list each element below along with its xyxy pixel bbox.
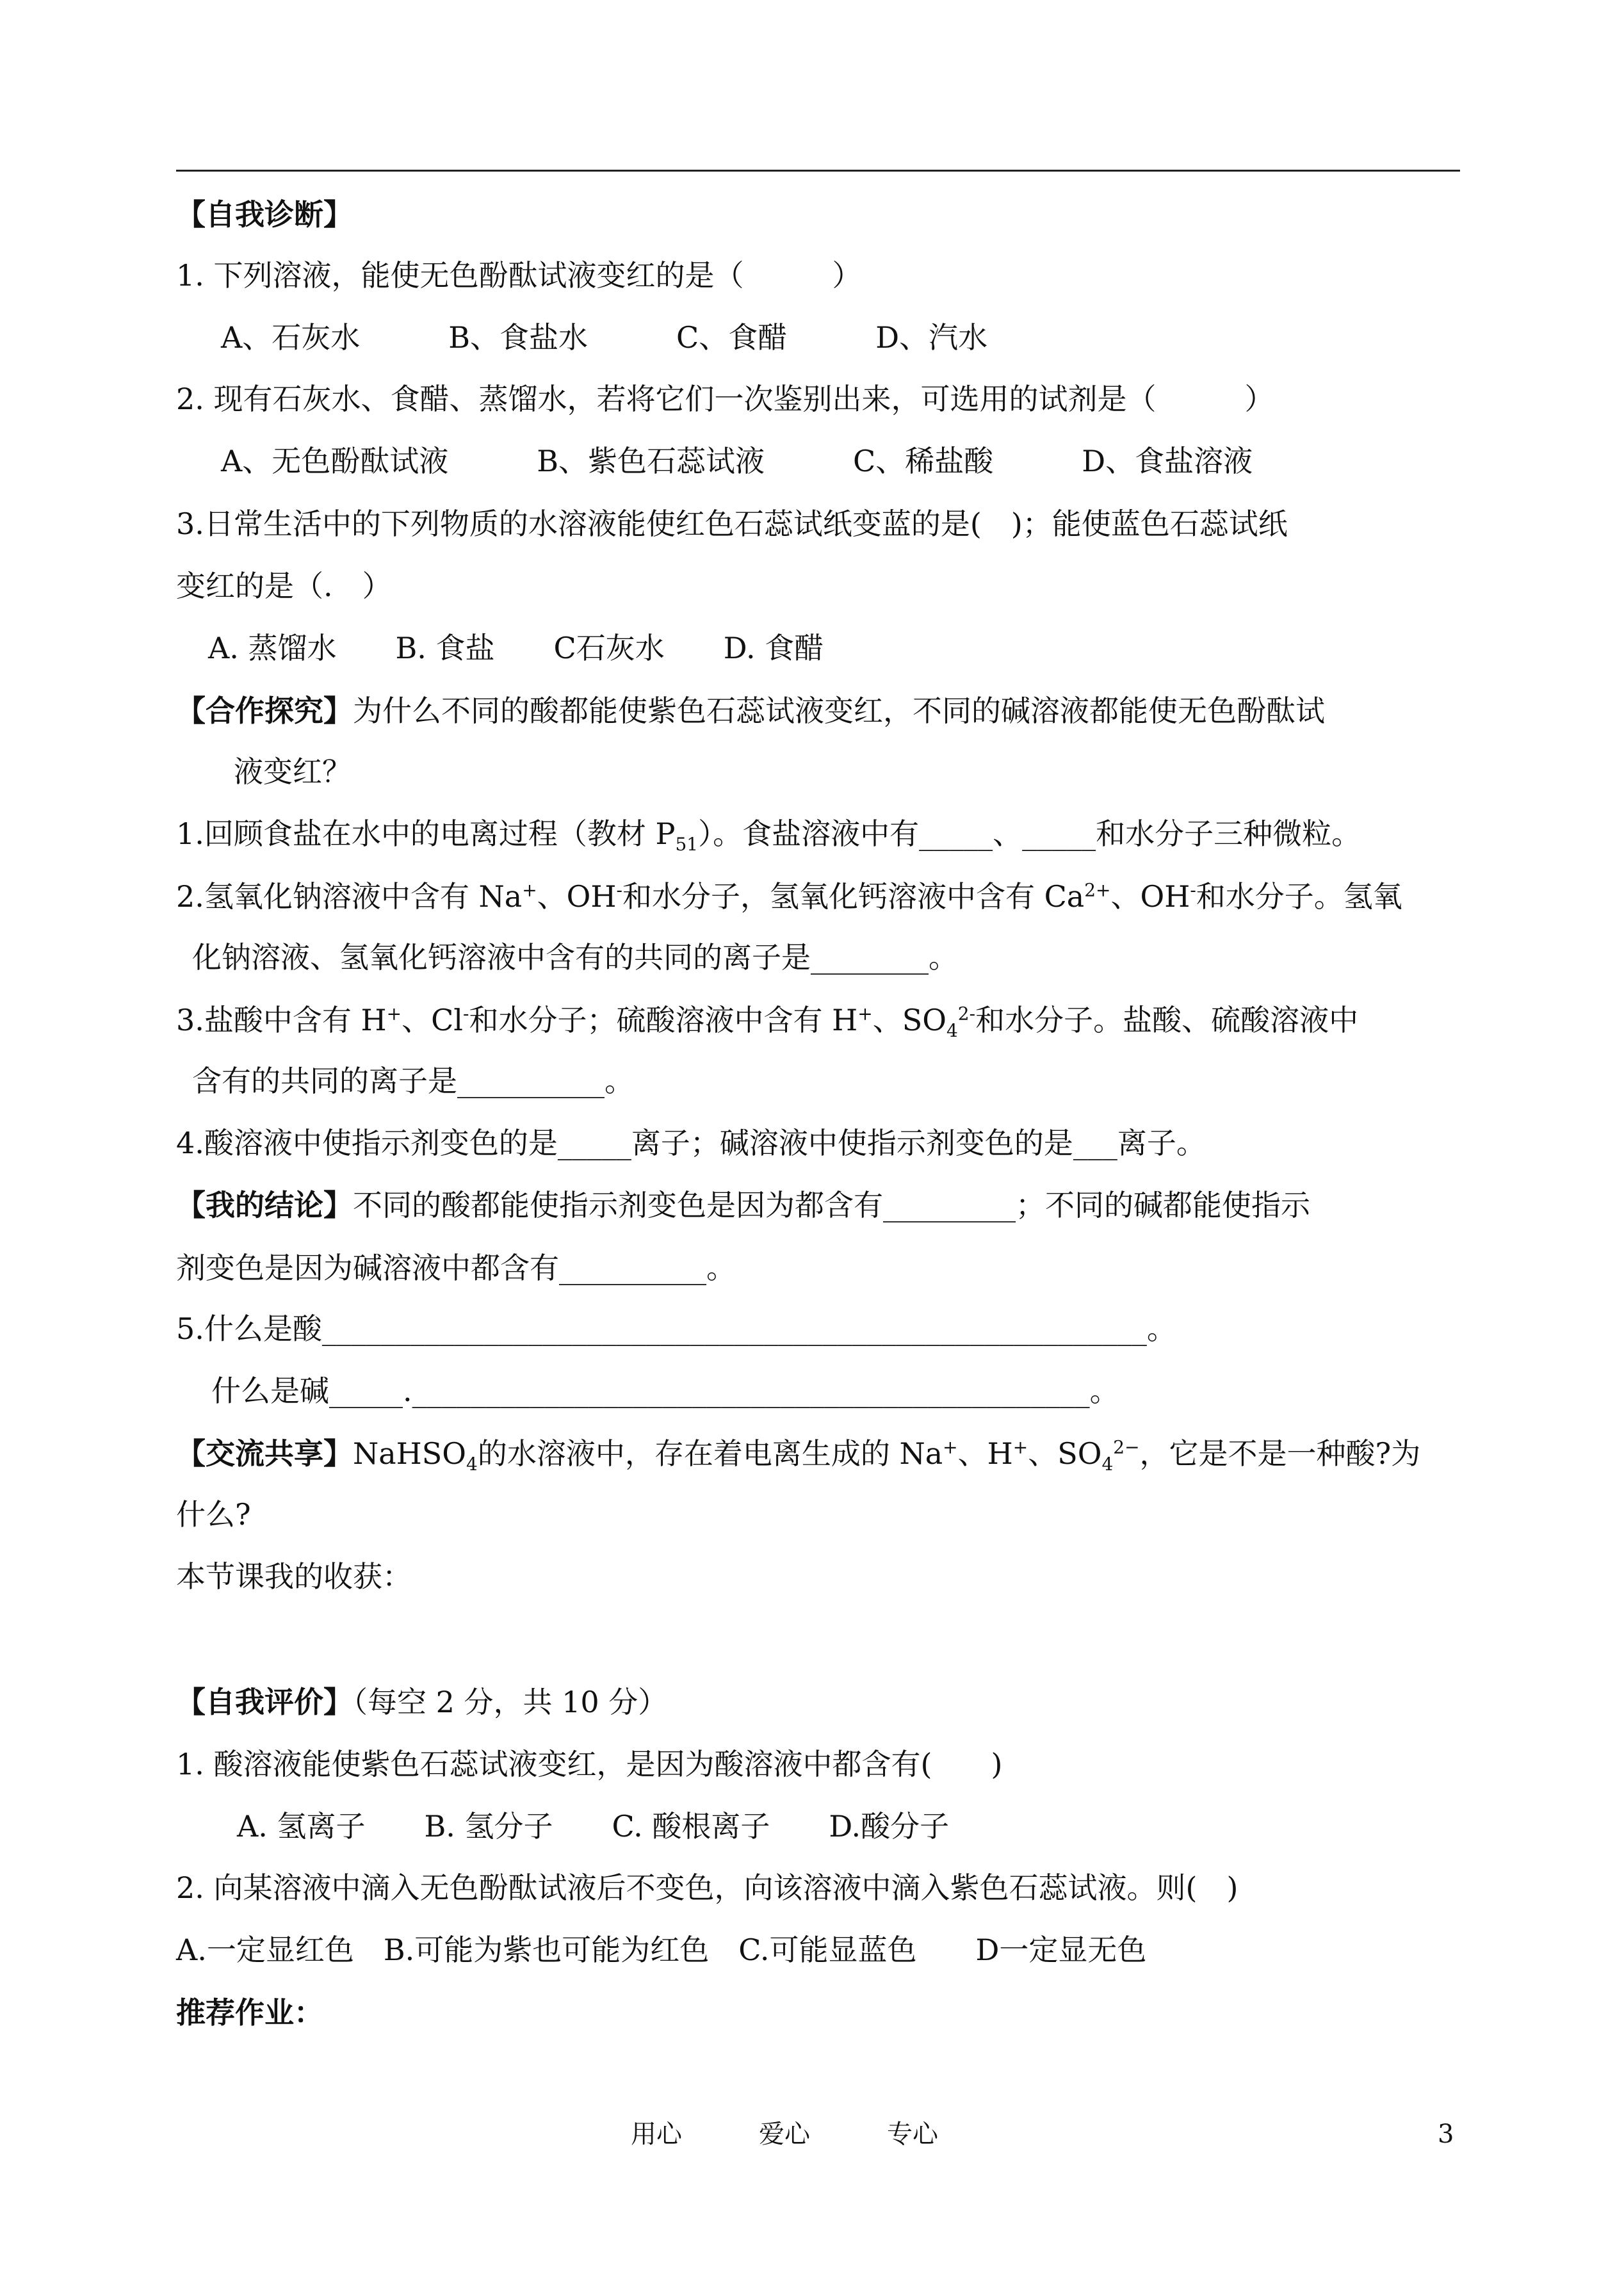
exchange-text: 的水溶液中，存在着电离生成的 Na [477,1436,943,1471]
exchange-text: NaHSO [353,1436,467,1471]
footer-motto-1: 用心 [631,2120,682,2149]
superscript: - [1190,879,1196,901]
explore-1-subscript: 51 [675,834,699,856]
explore-2-text: 、OH [1110,879,1190,914]
question-1: 1. 下列溶液，能使无色酚酞试液变红的是（ ） [176,258,862,293]
heading-self-diagnosis: 【自我诊断】 [176,197,353,232]
subscript: 4 [1101,1454,1114,1475]
header-rule [176,170,1460,172]
explore-2-text: 、OH [537,879,617,914]
page-number: 3 [1438,2120,1454,2149]
explore-3-text: 3.盐酸中含有 H [176,1003,387,1037]
superscript: - [463,1003,469,1025]
explore-1-text: 1.回顾食盐在水中的电离过程（教材 P [176,816,676,851]
subscript: 4 [946,1020,958,1042]
superscript: 2+ [1084,879,1111,901]
explore-3-text: 、Cl [402,1003,464,1037]
question-3-line-2: 变红的是（. ） [176,569,392,603]
heading-self-evaluation: 【自我评价】 [176,1685,353,1719]
eval-question-2-options: A.一定显红色 B.可能为紫也可能为红色 C.可能显蓝色 D一定显无色 [176,1933,1147,1967]
heading-my-conclusion: 【我的结论】 [176,1188,353,1222]
question-5-acid: 5.什么是酸________________________________________________________。 [176,1311,1176,1346]
explore-3-text: 和水分子。盐酸、硫酸溶液中 [975,1003,1359,1037]
explore-2-text: 2.氢氧化钠溶液中含有 Na [176,879,523,914]
explore-1-text-end: ）。食盐溶液中有_____、_____和水分子三种微粒。 [698,816,1361,851]
self-evaluation [176,1683,667,1721]
superscript: + [857,1003,873,1025]
footer-motto-3: 专心 [887,2120,938,2149]
explore-2-text: 和水分子。氢氧 [1196,879,1402,914]
superscript: 2− [1113,1436,1140,1458]
question-1-options: A、石灰水 B、食盐水 C、食醋 D、汽水 [221,320,988,355]
superscript: + [386,1003,402,1025]
heading-exchange-share: 【交流共享】 [176,1436,353,1471]
explore-3-text: 和水分子；硫酸溶液中含有 H [469,1003,858,1037]
question-3-line-1: 3.日常生活中的下列物质的水溶液能使红色石蕊试纸变蓝的是( )；能使蓝色石蕊试纸 [176,507,1288,541]
my-conclusion-continued: 剂变色是因为碱溶液中都含有__________。 [176,1251,736,1285]
exchange-text: ，它是不是一种酸?为 [1139,1436,1421,1471]
explore-1 [176,815,1361,856]
explore-2-text: 和水分子，氢氧化钙溶液中含有 Ca [622,879,1085,914]
superscript: + [522,879,537,901]
my-conclusion [176,1186,1310,1224]
superscript: - [616,879,622,901]
explore-4: 4.酸溶液中使指示剂变色的是_____离子；碱溶液中使指示剂变色的是___离子。 [176,1126,1206,1160]
subscript: 4 [466,1454,478,1475]
cooperative-inquiry-text: 为什么不同的酸都能使紫色石蕊试液变红，不同的碱溶液都能使无色酚酞试 [353,693,1325,728]
explore-3-text: 、SO [872,1003,946,1037]
my-conclusion-text: 不同的酸都能使指示剂变色是因为都含有_________；不同的碱都能使指示 [353,1188,1310,1222]
superscript: + [1012,1436,1028,1458]
question-2: 2. 现有石灰水、食醋、蒸馏水，若将它们一次鉴别出来，可选用的试剂是（ ） [176,382,1274,416]
eval-question-1: 1. 酸溶液能使紫色石蕊试液变红，是因为酸溶液中都含有( ) [176,1747,1003,1781]
explore-3-continued: 含有的共同的离子是__________。 [192,1064,634,1098]
self-evaluation-note: （每空 2 分，共 10 分） [353,1685,668,1719]
question-5-base: 什么是碱_____.______________________________________________。 [211,1374,1119,1408]
lesson-harvest: 本节课我的收获： [176,1559,412,1594]
exchange-share-continued: 什么? [176,1497,251,1532]
footer-motto-2: 爱心 [759,2120,810,2149]
explore-2-continued: 化钠溶液、氢氧化钙溶液中含有的共同的离子是________。 [192,940,958,975]
exchange-text: 、H [957,1436,1013,1471]
superscript: 2- [957,1003,976,1025]
eval-question-1-options: A. 氢离子 B. 氢分子 C. 酸根离子 D.酸分子 [237,1809,950,1844]
cooperative-inquiry [176,692,1325,730]
cooperative-inquiry-continued: 液变红？ [234,754,352,789]
explore-3 [176,1001,1359,1042]
superscript: + [943,1436,958,1458]
heading-cooperative-inquiry: 【合作探究】 [176,693,353,728]
heading-recommended-homework: 推荐作业： [176,1995,323,2030]
exchange-text: 、SO [1028,1436,1102,1471]
eval-question-2: 2. 向某溶液中滴入无色酚酞试液后不变色，向该溶液中滴入紫色石蕊试液。则( ) [176,1870,1238,1905]
question-3-options: A. 蒸馏水 B. 食盐 C石灰水 D. 食醋 [208,631,824,665]
question-2-options: A、无色酚酞试液 B、紫色石蕊试液 C、稀盐酸 D、食盐溶液 [221,444,1253,478]
explore-2 [176,877,1402,916]
exchange-share [176,1434,1420,1473]
